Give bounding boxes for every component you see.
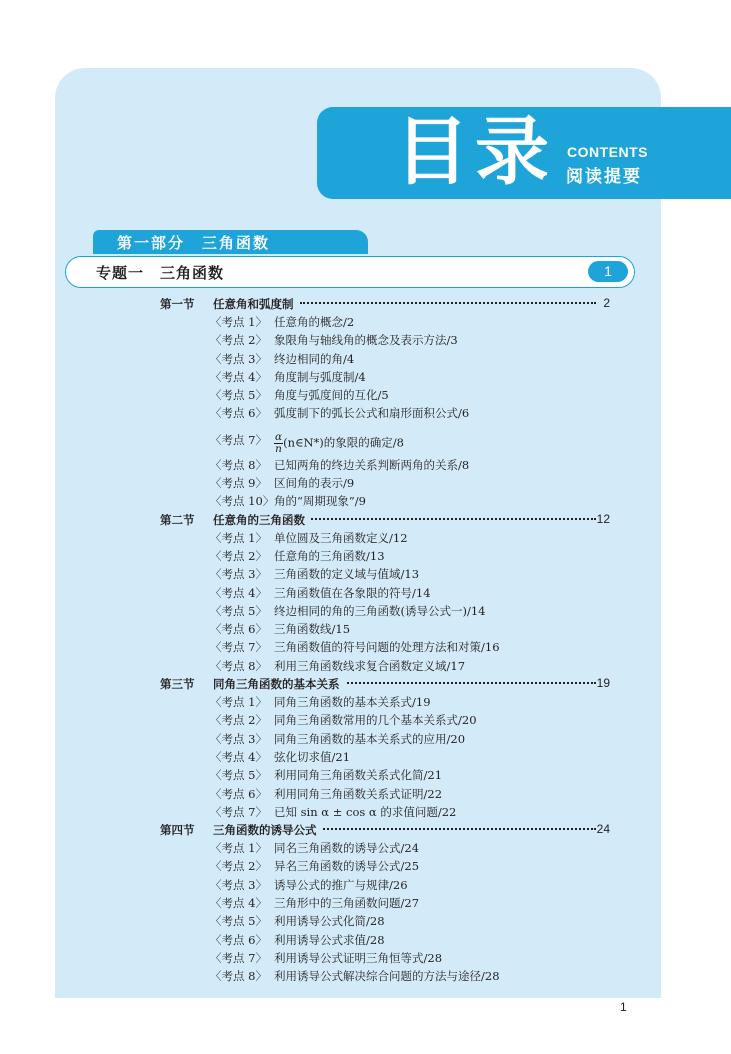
toc-item-row[interactable] bbox=[160, 637, 610, 655]
item-label: 〈考点 5〉 bbox=[210, 388, 267, 403]
item-label: 〈考点 4〉 bbox=[210, 369, 267, 384]
item-text: 区间角的表示/9 bbox=[274, 476, 355, 491]
item-text: 弧度制下的弧长公式和扇形面积公式/6 bbox=[274, 406, 470, 421]
toc-item-row[interactable] bbox=[160, 349, 610, 367]
item-text: 终边相同的角的三角函数(诱导公式一)/14 bbox=[274, 603, 486, 618]
fraction-numerator: α bbox=[275, 430, 283, 443]
item-text: 诱导公式的推广与规律/26 bbox=[274, 877, 408, 892]
item-text: 弦化切求值/21 bbox=[274, 749, 351, 764]
item-text-wrap bbox=[274, 658, 465, 674]
toc-item-row[interactable] bbox=[160, 583, 610, 601]
item-text: 角的“周期现象”/9 bbox=[274, 494, 366, 509]
topic-page-badge: 1 bbox=[588, 261, 628, 282]
item-label: 〈考点 9〉 bbox=[210, 476, 267, 491]
item-label: 〈考点 6〉 bbox=[210, 786, 267, 801]
toc-item-row[interactable] bbox=[160, 403, 610, 421]
toc-item-row[interactable] bbox=[160, 747, 610, 765]
toc-item-row[interactable] bbox=[160, 838, 610, 856]
toc-item-row[interactable] bbox=[160, 729, 610, 747]
item-text: 三角函数值的符号问题的处理方法和对策/16 bbox=[274, 640, 500, 655]
section-page: 2 bbox=[603, 296, 610, 310]
part-tab bbox=[93, 230, 368, 254]
toc-item-row[interactable] bbox=[160, 911, 610, 929]
leader-dots bbox=[300, 828, 596, 830]
toc-section-row[interactable] bbox=[160, 820, 610, 838]
item-text: 利用诱导公式化简/28 bbox=[274, 914, 385, 929]
item-text: 利用诱导公式解决综合问题的方法与途径/28 bbox=[274, 969, 500, 984]
item-text: 三角形中的三角函数问题/27 bbox=[274, 896, 420, 911]
item-text: (n∈N*)的象限的确定/8 bbox=[283, 435, 404, 450]
toc-section-row[interactable] bbox=[160, 294, 610, 312]
item-label: 〈考点 8〉 bbox=[210, 969, 267, 984]
item-text-wrap bbox=[274, 749, 350, 765]
toc-item-row[interactable] bbox=[160, 473, 610, 491]
item-text-wrap bbox=[274, 351, 354, 367]
item-label: 〈考点 4〉 bbox=[210, 749, 267, 764]
item-label: 〈考点 2〉 bbox=[210, 333, 267, 348]
item-label: 〈考点 1〉 bbox=[210, 530, 267, 545]
item-label: 〈考点 6〉 bbox=[210, 932, 267, 947]
item-text: 任意角的三角函数/13 bbox=[274, 548, 385, 563]
item-text: 角度与弧度间的互化/5 bbox=[274, 388, 389, 403]
item-text-wrap bbox=[274, 332, 458, 348]
item-label: 〈考点 7〉 bbox=[210, 950, 267, 965]
page-title: 目录 bbox=[395, 109, 555, 195]
toc-item-row[interactable] bbox=[160, 875, 610, 893]
item-text: 同名三角函数的诱导公式/24 bbox=[274, 841, 420, 856]
item-label: 〈考点 6〉 bbox=[210, 406, 267, 421]
item-text-wrap bbox=[274, 804, 456, 820]
item-text: 异名三角函数的诱导公式/25 bbox=[274, 859, 420, 874]
item-text-wrap bbox=[274, 895, 419, 911]
toc-item-row[interactable] bbox=[160, 330, 610, 348]
item-label: 〈考点 8〉 bbox=[210, 658, 267, 673]
item-text-wrap bbox=[274, 877, 408, 893]
item-text: 利用诱导公式求值/28 bbox=[274, 932, 385, 947]
item-text: 象限角与轴线角的概念及表示方法/3 bbox=[274, 333, 458, 348]
item-text-wrap bbox=[274, 712, 477, 728]
section-page: 12 bbox=[596, 511, 610, 526]
item-text: 利用同角三角函数关系式证明/22 bbox=[274, 786, 443, 801]
section-page: 19 bbox=[596, 676, 610, 691]
item-label: 〈考点 10〉 bbox=[210, 494, 275, 509]
toc-item-row[interactable] bbox=[160, 546, 610, 564]
item-text: 利用三角函数线求复合函数定义域/17 bbox=[274, 658, 466, 673]
page-number: 1 bbox=[620, 1000, 627, 1014]
item-text: 已知 sin α ± cos α 的求值问题/22 bbox=[274, 804, 457, 819]
title-subtitle-en: CONTENTS bbox=[567, 144, 648, 160]
item-label: 〈考点 2〉 bbox=[210, 548, 267, 563]
section-number: 第四节 bbox=[160, 823, 195, 838]
toc-item-row[interactable] bbox=[160, 312, 610, 330]
section-title: 任意角的三角函数 bbox=[213, 512, 311, 528]
topic-bar[interactable] bbox=[65, 256, 635, 288]
item-text-wrap bbox=[274, 840, 419, 856]
toc-item-row[interactable] bbox=[160, 367, 610, 385]
item-label: 〈考点 1〉 bbox=[210, 841, 267, 856]
toc-item-row[interactable] bbox=[160, 656, 610, 674]
toc-item-row[interactable] bbox=[160, 802, 610, 820]
toc-section-row[interactable] bbox=[160, 510, 610, 528]
section-title: 同角三角函数的基本关系 bbox=[213, 676, 346, 692]
item-text: 利用同角三角函数关系式化简/21 bbox=[274, 768, 443, 783]
toc-item-row[interactable] bbox=[160, 619, 610, 637]
item-text: 三角函数值在各象限的符号/14 bbox=[274, 585, 431, 600]
toc-item-row[interactable] bbox=[160, 528, 610, 546]
item-text: 角度制与弧度制/4 bbox=[274, 369, 366, 384]
item-text-wrap bbox=[274, 913, 385, 929]
toc-section-row[interactable] bbox=[160, 674, 610, 692]
toc-item-row[interactable] bbox=[160, 564, 610, 582]
item-label: 〈考点 3〉 bbox=[210, 567, 267, 582]
table-of-contents bbox=[160, 294, 610, 985]
item-label: 〈考点 7〉 bbox=[210, 640, 267, 655]
toc-item-row[interactable] bbox=[160, 422, 610, 455]
title-subtitle-cn: 阅读提要 bbox=[566, 167, 642, 187]
item-text-wrap bbox=[274, 932, 385, 948]
toc-item-row[interactable] bbox=[160, 930, 610, 948]
item-text: 三角函数的定义域与值域/13 bbox=[274, 567, 420, 582]
item-label: 〈考点 3〉 bbox=[210, 877, 267, 892]
item-text: 利用诱导公式证明三角恒等式/28 bbox=[274, 950, 443, 965]
item-text-wrap bbox=[274, 475, 354, 491]
item-text-wrap bbox=[274, 566, 419, 582]
item-text-wrap bbox=[274, 968, 500, 984]
toc-item-row[interactable] bbox=[160, 893, 610, 911]
toc-item-row[interactable] bbox=[160, 455, 610, 473]
item-label: 〈考点 6〉 bbox=[210, 622, 267, 637]
toc-item-row[interactable] bbox=[160, 385, 610, 403]
toc-item-row[interactable] bbox=[160, 710, 610, 728]
item-label: 〈考点 4〉 bbox=[210, 585, 267, 600]
item-text: 任意角的概念/2 bbox=[274, 315, 355, 329]
section-page: 24 bbox=[596, 822, 610, 837]
item-text-wrap bbox=[274, 405, 469, 421]
item-text-wrap bbox=[274, 694, 431, 710]
item-label: 〈考点 5〉 bbox=[210, 914, 267, 929]
item-text-wrap bbox=[274, 548, 385, 564]
item-text: 已知两角的终边关系判断两角的关系/8 bbox=[274, 457, 470, 472]
item-label: 〈考点 3〉 bbox=[210, 731, 267, 746]
item-label: 〈考点 2〉 bbox=[210, 859, 267, 874]
item-text-wrap bbox=[274, 603, 485, 619]
toc-item-row[interactable] bbox=[160, 784, 610, 802]
part-label: 第一部分 三角函数 bbox=[117, 234, 271, 252]
item-label: 〈考点 1〉 bbox=[210, 315, 267, 329]
item-text-wrap bbox=[274, 530, 408, 546]
section-number: 第三节 bbox=[160, 677, 195, 692]
toc-item-row[interactable] bbox=[160, 948, 610, 966]
leader-dots bbox=[300, 518, 596, 520]
item-text: 同角三角函数常用的几个基本关系式/20 bbox=[274, 713, 477, 728]
section-number: 第一节 bbox=[160, 297, 195, 311]
item-label: 〈考点 7〉 bbox=[210, 432, 267, 447]
toc-item-row[interactable] bbox=[160, 966, 610, 984]
section-number: 第二节 bbox=[160, 512, 195, 527]
item-text-wrap bbox=[274, 621, 350, 637]
section-title: 三角函数的诱导公式 bbox=[213, 822, 323, 838]
toc-item-row[interactable] bbox=[160, 856, 610, 874]
item-text-wrap bbox=[274, 950, 442, 966]
fraction bbox=[274, 432, 283, 455]
item-label: 〈考点 3〉 bbox=[210, 351, 267, 366]
item-label: 〈考点 2〉 bbox=[210, 713, 267, 728]
item-label: 〈考点 1〉 bbox=[210, 695, 267, 710]
toc-item-row[interactable] bbox=[160, 765, 610, 783]
item-text: 同角三角函数的基本关系式的应用/20 bbox=[274, 731, 466, 746]
section-title: 任意角和弧度制 bbox=[213, 296, 300, 312]
item-text-wrap bbox=[274, 432, 404, 455]
toc-item-row[interactable] bbox=[160, 491, 610, 509]
item-text-wrap bbox=[274, 493, 366, 509]
item-text-wrap bbox=[274, 314, 354, 330]
item-text-wrap bbox=[274, 387, 389, 403]
item-text: 同角三角函数的基本关系式/19 bbox=[274, 695, 431, 710]
toc-item-row[interactable] bbox=[160, 692, 610, 710]
leader-dots bbox=[300, 302, 596, 304]
item-text-wrap bbox=[274, 639, 500, 655]
item-text-wrap bbox=[274, 457, 469, 473]
item-label: 〈考点 7〉 bbox=[210, 804, 267, 819]
toc-item-row[interactable] bbox=[160, 601, 610, 619]
fraction-denominator: n bbox=[275, 442, 282, 455]
item-text-wrap bbox=[274, 786, 442, 802]
item-text: 终边相同的角/4 bbox=[274, 351, 355, 366]
item-text-wrap bbox=[274, 858, 419, 874]
item-label: 〈考点 8〉 bbox=[210, 457, 267, 472]
topic-title: 专题一 三角函数 bbox=[96, 264, 225, 282]
item-label: 〈考点 5〉 bbox=[210, 603, 267, 618]
item-text-wrap bbox=[274, 731, 465, 747]
item-text-wrap bbox=[274, 369, 366, 385]
item-text: 三角函数线/15 bbox=[274, 622, 351, 637]
item-label: 〈考点 5〉 bbox=[210, 768, 267, 783]
item-text-wrap bbox=[274, 767, 442, 783]
item-text-wrap bbox=[274, 585, 431, 601]
item-label: 〈考点 4〉 bbox=[210, 896, 267, 911]
item-text: 单位圆及三角函数定义/12 bbox=[274, 530, 408, 545]
